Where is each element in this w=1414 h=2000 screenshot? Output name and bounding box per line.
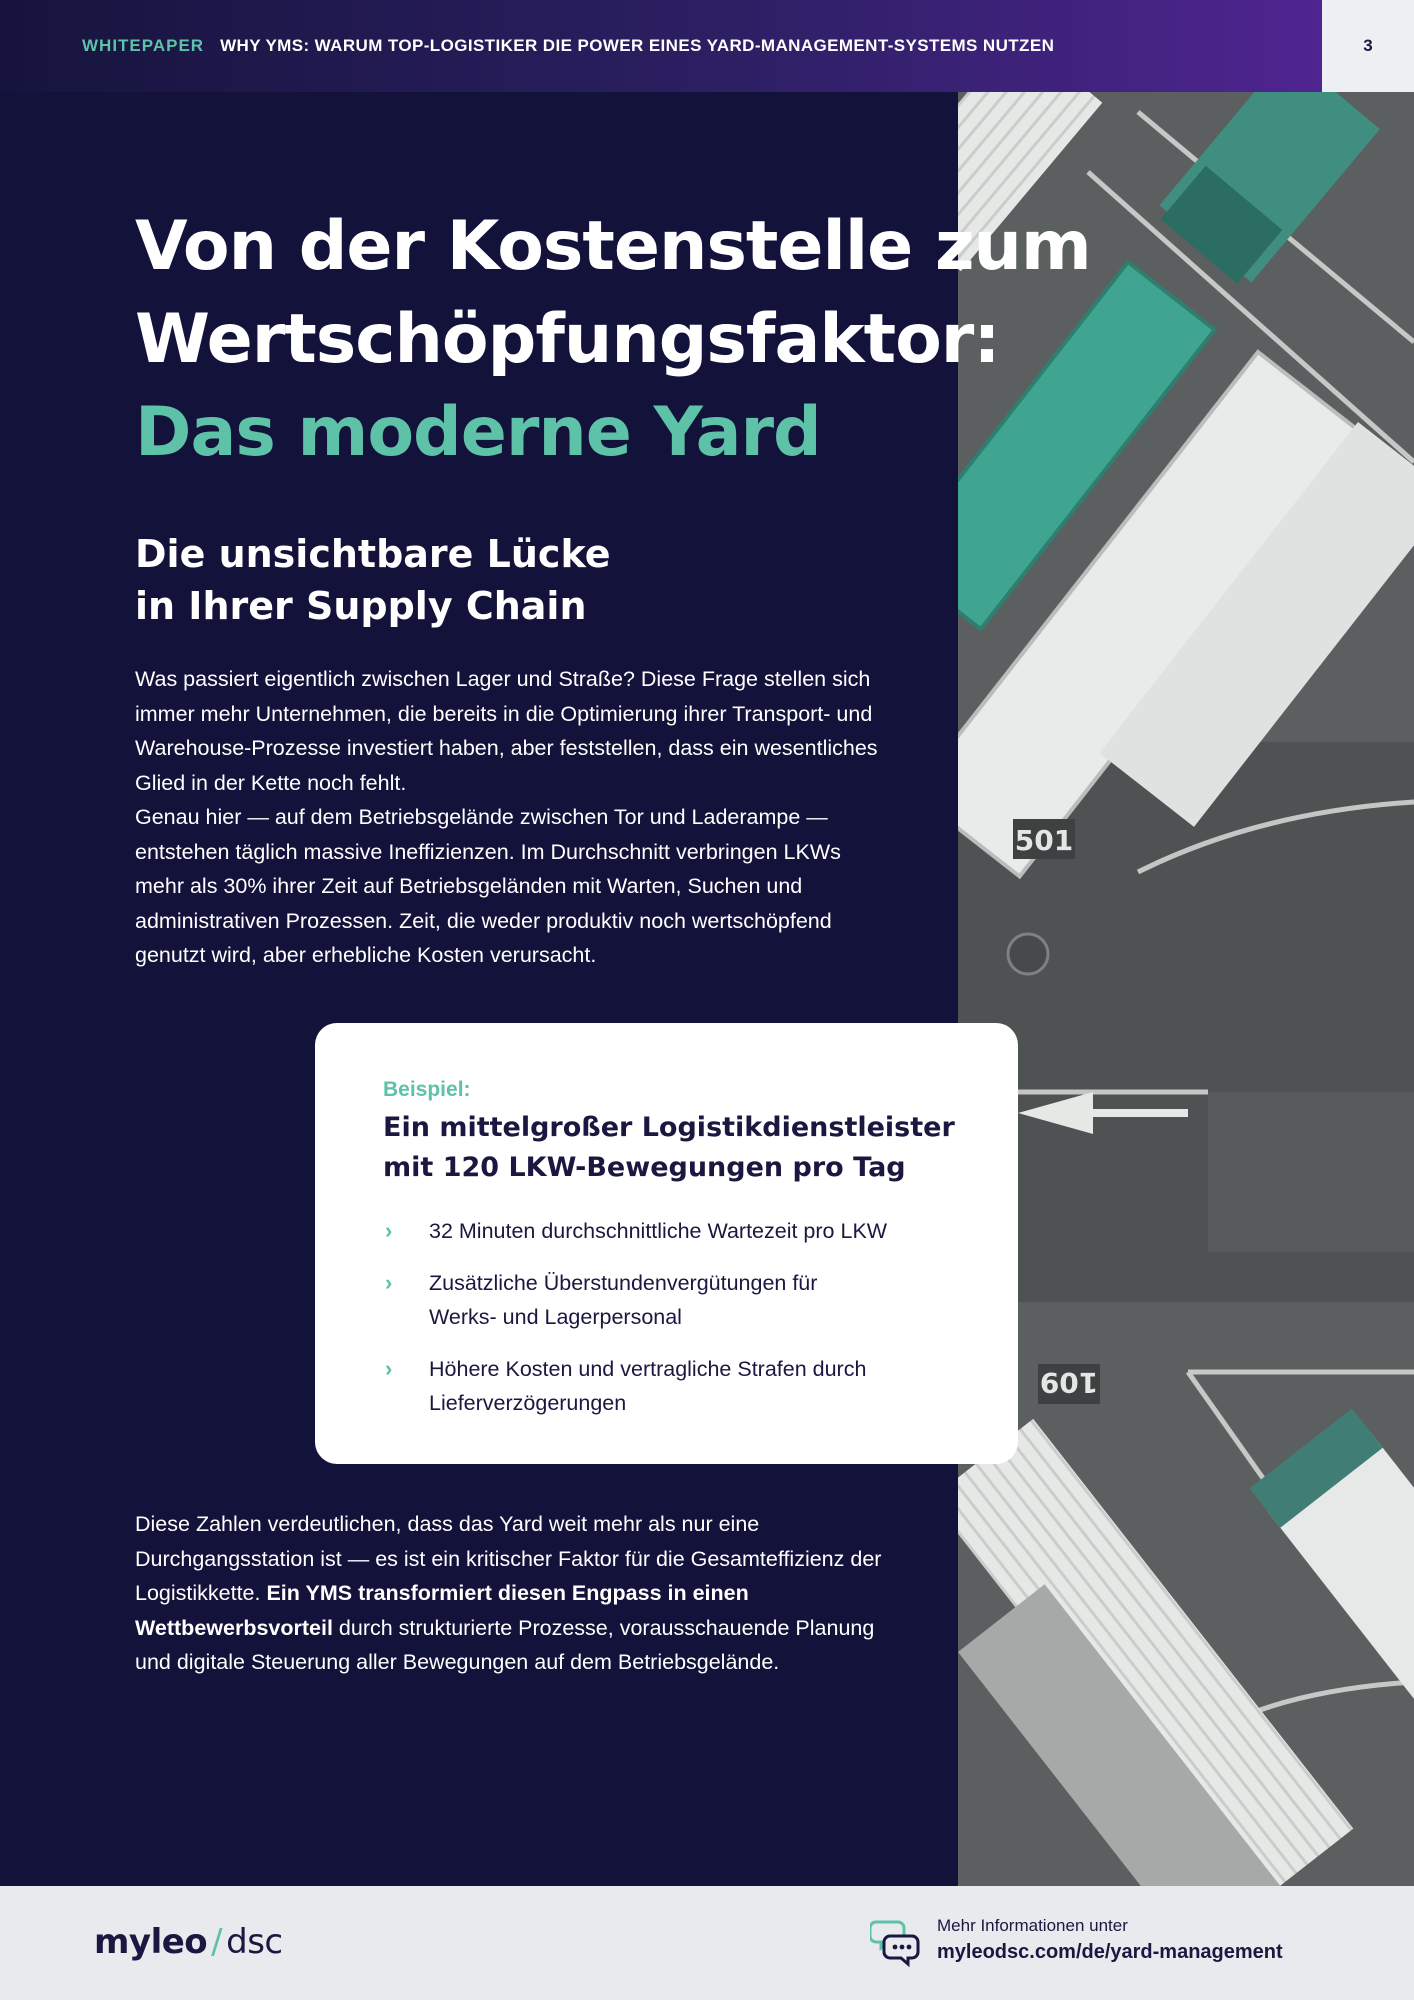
chat-bubbles-icon [870, 1916, 922, 1968]
list-item-text: 32 Minuten durchschnittliche Wartezeit pro LKW [429, 1219, 888, 1243]
logo-slash: / [211, 1922, 223, 1962]
chevron-right-icon: › [385, 1269, 393, 1295]
example-title-line-2: mit 120 LKW-Bewegungen pro Tag [383, 1152, 906, 1183]
chevron-right-icon: › [385, 1355, 393, 1381]
page-number: 3 [1322, 0, 1414, 92]
subheadline-line-2: in Ihrer Supply Chain [135, 584, 587, 628]
intro-paragraph: Was passiert eigentlich zwischen Lager und Straße? Diese Frage stellen sich immer mehr Unternehmen, die bereits in die Optimierung ihrer Transport- und Warehouse-Prozesse investiert haben, aber feststellen, dass ein wesentliches Glied in der Kette noch fehlt. [135, 667, 878, 795]
closing-text-part-2: durch strukturierte Prozesse, vorausschauende Planung und digitale Steuerung aller Bewegungen auf dem Betriebsgelände. [135, 1615, 875, 1674]
page-headline [135, 200, 1095, 479]
list-item-text: Lieferverzögerungen [429, 1391, 627, 1415]
example-kicker: Beispiel: [383, 1078, 471, 1101]
headline-line-2: Wertschöpfungsfaktor: [135, 300, 1000, 379]
subheadline-line-1: Die unsichtbare Lücke [135, 532, 611, 576]
parking-number-109: 109 [1039, 1366, 1099, 1399]
example-bullet-list [383, 1214, 958, 1421]
more-info-link[interactable]: myleodsc.com/de/yard-management [937, 1941, 1283, 1963]
whitepaper-tag: WHITEPAPER [82, 36, 205, 55]
list-item-text: Zusätzliche Überstundenvergütungen für [429, 1270, 818, 1295]
section-subheadline [135, 528, 915, 632]
myleo-dsc-logo[interactable] [94, 1922, 283, 1962]
closing-text-bold: Ein YMS transformiert diesen Engpass in einen Wettbewerbsvorteil [135, 1581, 749, 1640]
closing-text-part-1: Diese Zahlen verdeutlichen, dass das Yard weit mehr als nur eine Durchgangsstation ist — es ist ein kritischer Faktor für die Gesamteffizienz der Logistikkette. [135, 1512, 882, 1605]
logo-text-left: myleo [94, 1922, 208, 1962]
logo-text-right: dsc [226, 1922, 283, 1962]
list-item [383, 1352, 958, 1421]
intro-text [135, 662, 895, 973]
list-item [383, 1214, 958, 1249]
chevron-right-icon: › [385, 1218, 393, 1243]
page-footer [0, 1886, 1414, 2000]
parking-number-501: 501 [1014, 824, 1074, 857]
list-item [383, 1266, 958, 1335]
list-item-text: Werks- und Lagerpersonal [429, 1305, 682, 1329]
page-header [0, 0, 1322, 92]
example-title [383, 1108, 958, 1188]
document-title: WHY YMS: WARUM TOP-LOGISTIKER DIE POWER EINES YARD-MANAGEMENT-SYSTEMS NUTZEN [220, 36, 1055, 55]
headline-block [135, 200, 1095, 479]
example-card [315, 1023, 1018, 1464]
more-info-label: Mehr Informationen unter [937, 1916, 1128, 1935]
list-item-text: Höhere Kosten und vertragliche Strafen durch [429, 1356, 867, 1381]
closing-paragraph [135, 1507, 895, 1680]
headline-accent: Das moderne Yard [135, 393, 821, 472]
intro-paragraph: Genau hier — auf dem Betriebsgelände zwischen Tor und Laderampe — entstehen täglich massive Ineffizienzen. Im Durchschnitt verbringen LKWs mehr als 30% ihrer Zeit auf Betriebsgeländen mit Warten, Suchen und administrativen Prozessen. Zeit, die weder produktiv noch wertschöpfend genutzt wird, aber erhebliche Kosten verursacht. [135, 805, 841, 967]
example-title-line-1: Ein mittelgroßer Logistikdienstleister [383, 1112, 955, 1143]
headline-line-1: Von der Kostenstelle zum [135, 207, 1091, 286]
